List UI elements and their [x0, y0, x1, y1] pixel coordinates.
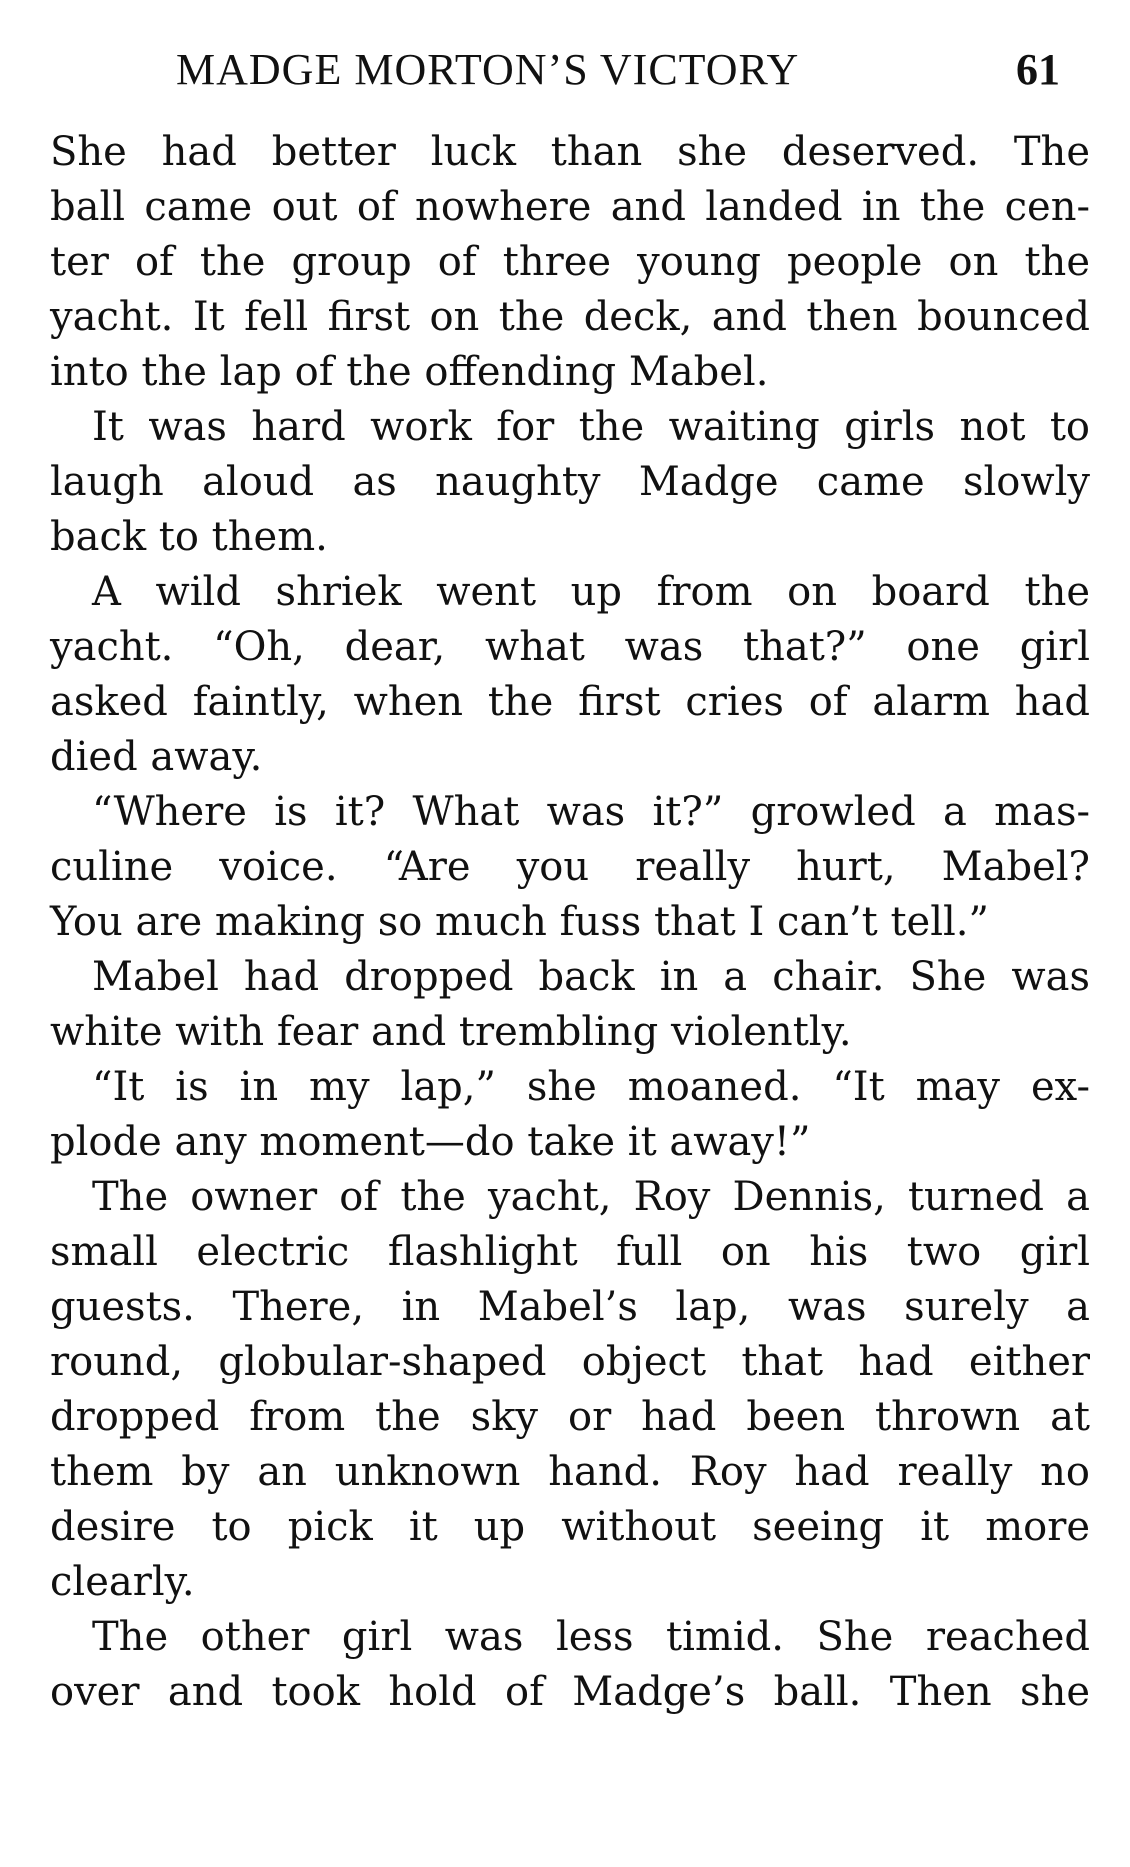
text-line: She had better luck than she deserved. The [50, 129, 1090, 175]
text-line: culine voice. “Are you really hurt, Mabel? [50, 844, 1090, 890]
text-line: yacht. It fell first on the deck, and then bounced [50, 294, 1090, 340]
text-line: died away. [50, 734, 263, 780]
text-line: small electric flashlight full on his two girl [50, 1229, 1090, 1275]
text-line: The owner of the yacht, Roy Dennis, turned a [92, 1174, 1090, 1220]
text-line: desire to pick it up without seeing it more [50, 1504, 1090, 1550]
text-line: asked faintly, when the first cries of alarm had [50, 679, 1090, 725]
text-line: It was hard work for the waiting girls not to [92, 404, 1090, 450]
text-line: dropped from the sky or had been thrown at [50, 1394, 1090, 1440]
text-line: The other girl was less timid. She reached [92, 1614, 1090, 1660]
text-line: clearly. [50, 1559, 195, 1605]
text-line: back to them. [50, 514, 328, 560]
running-head [150, 40, 1060, 100]
running-title: MADGE MORTON’S VICTORY [176, 45, 800, 94]
text-line: round, globular-shaped object that had either [50, 1339, 1090, 1385]
text-line: plode any moment—do take it away!” [50, 1119, 811, 1165]
text-line: “Where is it? What was it?” growled a mas- [92, 789, 1090, 835]
text-line: “It is in my lap,” she moaned. “It may ex- [92, 1064, 1090, 1110]
text-line: ball came out of nowhere and landed in the cen- [50, 184, 1090, 230]
text-line: yacht. “Oh, dear, what was that?” one girl [50, 624, 1090, 670]
text-line: them by an unknown hand. Roy had really no [50, 1449, 1090, 1495]
text-line: laugh aloud as naughty Madge came slowly [50, 459, 1090, 505]
text-line: A wild shriek went up from on board the [92, 569, 1090, 615]
page-number: 61 [1016, 45, 1060, 94]
text-line: Mabel had dropped back in a chair. She was [92, 954, 1090, 1000]
text-line: white with fear and trembling violently. [50, 1009, 852, 1055]
text-line: guests. There, in Mabel’s lap, was surely a [50, 1284, 1090, 1330]
text-line: into the lap of the offending Mabel. [50, 349, 769, 395]
text-line: You are making so much fuss that I can’t tell.” [50, 899, 989, 945]
text-line: over and took hold of Madge’s ball. Then she [50, 1669, 1090, 1715]
text-line: ter of the group of three young people on the [50, 239, 1090, 285]
body-text [50, 125, 1090, 1720]
